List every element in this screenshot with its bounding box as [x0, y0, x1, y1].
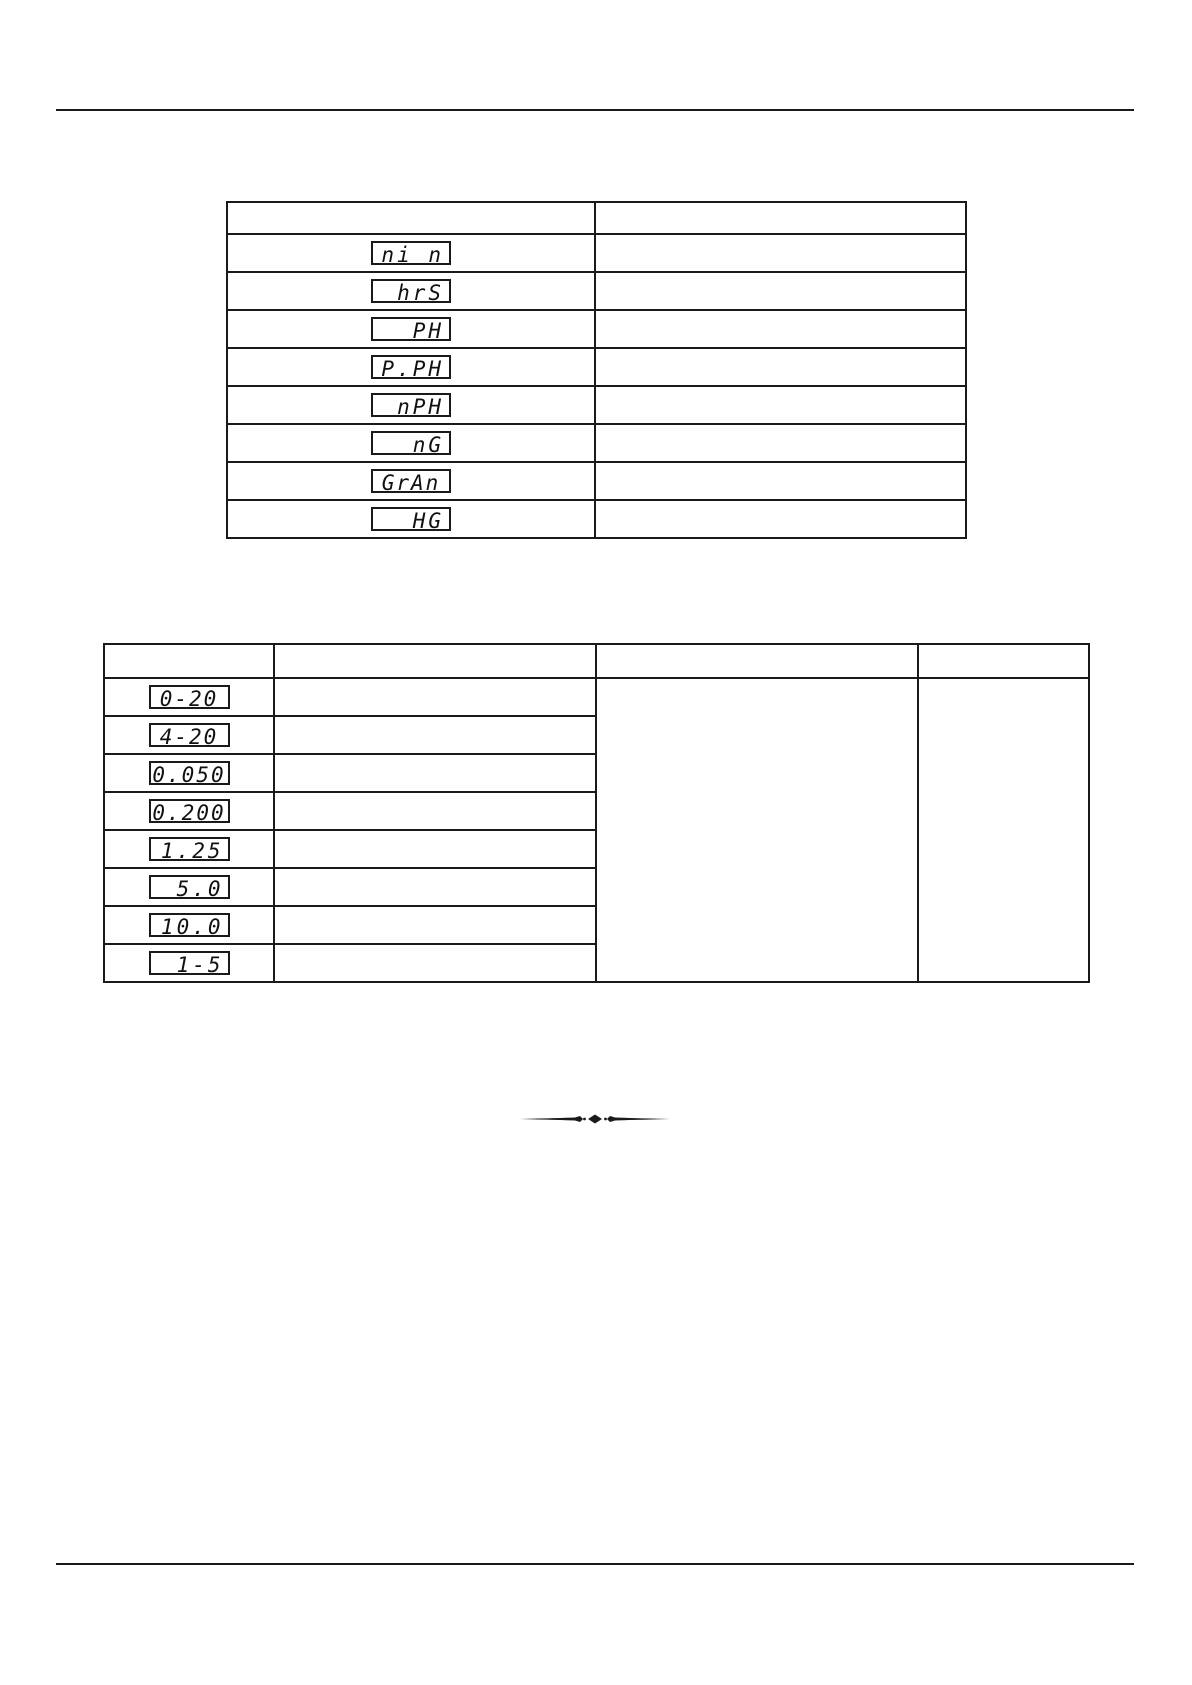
table-cell [274, 716, 596, 754]
table-row [227, 424, 966, 462]
lcd-display: 10.0 [149, 913, 230, 937]
table-cell [274, 868, 596, 906]
lcd-display: 0.050 [149, 761, 230, 785]
table-row [227, 272, 966, 310]
table-cell [274, 754, 596, 792]
units-table-header [227, 202, 966, 234]
ranges-table [103, 643, 1090, 983]
ranges-table-header [104, 644, 1089, 678]
table-cell [274, 830, 596, 868]
table-row [227, 234, 966, 272]
lcd-display: 0.200 [149, 799, 230, 823]
table-row [227, 462, 966, 500]
units-header-description [595, 202, 966, 234]
units-table [226, 201, 967, 539]
table-cell [274, 792, 596, 830]
ranges-header-display [104, 644, 274, 678]
table-row [227, 500, 966, 538]
table-cell [595, 272, 966, 310]
table-cell [595, 348, 966, 386]
table-cell [274, 678, 596, 716]
lcd-display: 4-20 [149, 723, 230, 747]
table-row [227, 348, 966, 386]
table-cell [595, 500, 966, 538]
units-header-display [227, 202, 595, 234]
table-cell [274, 906, 596, 944]
footer-rule [56, 1563, 1134, 1565]
ranges-header-description [274, 644, 596, 678]
header-rule [56, 109, 1134, 111]
lcd-display: nG [371, 431, 451, 455]
table-row [227, 310, 966, 348]
lcd-display: ni n [371, 241, 451, 265]
ranges-header-col3 [596, 644, 918, 678]
lcd-display: HG [371, 507, 451, 531]
lcd-display: 1.25 [149, 837, 230, 861]
lcd-display: 5.0 [149, 875, 230, 899]
table-cell [595, 424, 966, 462]
table-cell [595, 310, 966, 348]
lcd-display: hrS [371, 279, 451, 303]
merged-cell-col4 [918, 678, 1089, 982]
table-cell [595, 386, 966, 424]
table-row [104, 678, 1089, 716]
lcd-display: nPH [371, 393, 451, 417]
table-row [227, 386, 966, 424]
lcd-display: 1-5 [149, 951, 230, 975]
ornament-divider [520, 1113, 670, 1125]
table-cell [595, 462, 966, 500]
lcd-display: 0-20 [149, 685, 230, 709]
lcd-display: GrAn [371, 469, 451, 493]
table-cell [595, 234, 966, 272]
lcd-display: PH [371, 317, 451, 341]
ranges-header-col4 [918, 644, 1089, 678]
lcd-display: P.PH [371, 355, 451, 379]
table-cell [274, 944, 596, 982]
merged-cell-col3 [596, 678, 918, 982]
